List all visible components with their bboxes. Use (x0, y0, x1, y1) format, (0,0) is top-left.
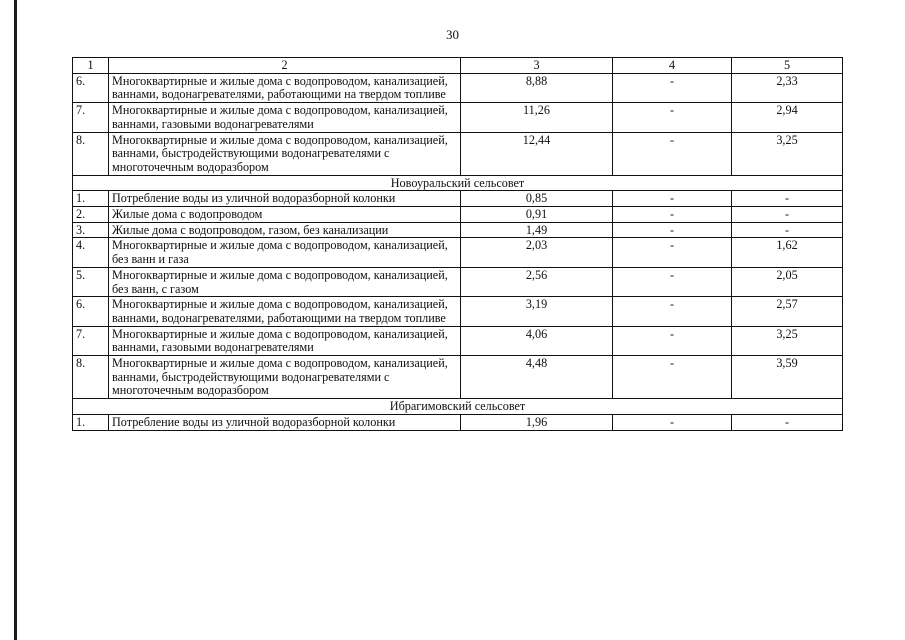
table-row (73, 326, 843, 355)
value-col4-cell: - (613, 132, 732, 175)
header-cell-col1: 1 (73, 58, 109, 74)
row-number-cell: 1. (73, 414, 109, 430)
header-cell-col5: 5 (732, 58, 843, 74)
description-cell: Жилые дома с водопроводом (109, 207, 461, 223)
value-col4-cell: - (613, 297, 732, 326)
description-cell: Многоквартирные и жилые дома с водопроводом, канализацией, ваннами, быстродействующими водонагревателями с многоточечным водоразбором (109, 356, 461, 399)
value-col5-cell: 3,59 (732, 356, 843, 399)
description-cell: Многоквартирные и жилые дома с водопроводом, канализацией, без ванн и газа (109, 238, 461, 267)
value-col3-cell: 4,06 (461, 326, 613, 355)
table-body (73, 58, 843, 431)
value-col5-cell: 3,25 (732, 132, 843, 175)
description-cell: Потребление воды из уличной водоразборной колонки (109, 191, 461, 207)
row-number-cell: 1. (73, 191, 109, 207)
description-cell: Жилые дома с водопроводом, газом, без канализации (109, 222, 461, 238)
value-col4-cell: - (613, 222, 732, 238)
description-cell: Многоквартирные и жилые дома с водопроводом, канализацией, ваннами, газовыми водонагревателями (109, 326, 461, 355)
value-col3-cell: 8,88 (461, 73, 613, 102)
row-number-cell: 7. (73, 326, 109, 355)
value-col3-cell: 2,03 (461, 238, 613, 267)
row-number-cell: 7. (73, 103, 109, 132)
table-row (73, 297, 843, 326)
value-col3-cell: 12,44 (461, 132, 613, 175)
row-number-cell: 4. (73, 238, 109, 267)
table-row (73, 73, 843, 102)
value-col4-cell: - (613, 207, 732, 223)
header-cell-col4: 4 (613, 58, 732, 74)
section-header-row (73, 175, 843, 191)
header-cell-col3: 3 (461, 58, 613, 74)
row-number-cell: 3. (73, 222, 109, 238)
row-number-cell: 6. (73, 73, 109, 102)
header-cell-col2: 2 (109, 58, 461, 74)
table-row (73, 238, 843, 267)
row-number-cell: 8. (73, 132, 109, 175)
table-row (73, 267, 843, 296)
value-col3-cell: 0,85 (461, 191, 613, 207)
tariff-table (72, 57, 843, 431)
value-col4-cell: - (613, 103, 732, 132)
description-cell: Потребление воды из уличной водоразборной колонки (109, 414, 461, 430)
description-cell: Многоквартирные и жилые дома с водопроводом, канализацией, ваннами, газовыми водонагревателями (109, 103, 461, 132)
page-number: 30 (446, 27, 459, 42)
value-col3-cell: 3,19 (461, 297, 613, 326)
value-col5-cell: 2,05 (732, 267, 843, 296)
table-row (73, 222, 843, 238)
section-title: Новоуральский сельсовет (73, 175, 843, 191)
binding-edge-line (14, 0, 17, 640)
description-cell: Многоквартирные и жилые дома с водопроводом, канализацией, без ванн, с газом (109, 267, 461, 296)
value-col5-cell: 2,94 (732, 103, 843, 132)
value-col4-cell: - (613, 356, 732, 399)
table-header-row (73, 58, 843, 74)
value-col3-cell: 11,26 (461, 103, 613, 132)
value-col5-cell: - (732, 222, 843, 238)
value-col4-cell: - (613, 326, 732, 355)
row-number-cell: 2. (73, 207, 109, 223)
value-col3-cell: 1,96 (461, 414, 613, 430)
row-number-cell: 8. (73, 356, 109, 399)
value-col3-cell: 1,49 (461, 222, 613, 238)
table-row (73, 356, 843, 399)
row-number-cell: 5. (73, 267, 109, 296)
value-col4-cell: - (613, 238, 732, 267)
section-header-row (73, 399, 843, 415)
value-col3-cell: 2,56 (461, 267, 613, 296)
section-title: Ибрагимовский сельсовет (73, 399, 843, 415)
value-col5-cell: 3,25 (732, 326, 843, 355)
value-col3-cell: 0,91 (461, 207, 613, 223)
table-row (73, 207, 843, 223)
table-row (73, 191, 843, 207)
value-col3-cell: 4,48 (461, 356, 613, 399)
value-col4-cell: - (613, 191, 732, 207)
table-row (73, 132, 843, 175)
value-col4-cell: - (613, 414, 732, 430)
description-cell: Многоквартирные и жилые дома с водопроводом, канализацией, ваннами, водонагревателями, работающими на твердом топливе (109, 297, 461, 326)
description-cell: Многоквартирные и жилые дома с водопроводом, канализацией, ваннами, водонагревателями, работающими на твердом топливе (109, 73, 461, 102)
value-col5-cell: 2,33 (732, 73, 843, 102)
table-row (73, 103, 843, 132)
value-col5-cell: 2,57 (732, 297, 843, 326)
description-cell: Многоквартирные и жилые дома с водопроводом, канализацией, ваннами, быстродействующими водонагревателями с многоточечным водоразбором (109, 132, 461, 175)
value-col4-cell: - (613, 267, 732, 296)
row-number-cell: 6. (73, 297, 109, 326)
table-row (73, 414, 843, 430)
value-col5-cell: - (732, 191, 843, 207)
value-col5-cell: - (732, 414, 843, 430)
value-col4-cell: - (613, 73, 732, 102)
value-col5-cell: 1,62 (732, 238, 843, 267)
value-col5-cell: - (732, 207, 843, 223)
